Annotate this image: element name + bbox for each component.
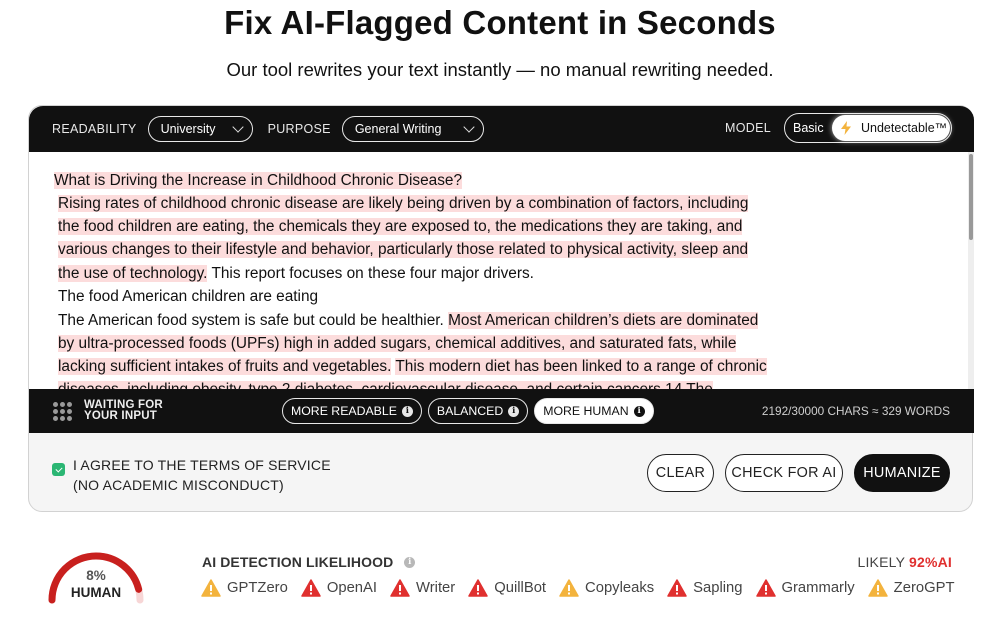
mode-selector — [282, 398, 660, 424]
model-option-undetectable[interactable] — [832, 115, 950, 141]
flagged-text: Rising rates of childhood chronic disease are likely being driven by a combination of factors, including — [58, 195, 749, 212]
detector-name: Copyleaks — [585, 580, 655, 596]
editor-line — [58, 335, 736, 353]
detector-gptzero — [201, 579, 288, 597]
model-selector — [725, 113, 952, 143]
char-counter: 2192/30000 CHARS ≈ 329 WORDS — [761, 404, 950, 418]
check-icon — [55, 465, 62, 472]
info-icon[interactable]: i — [508, 406, 519, 417]
flagged-text: This modern diet has been linked to a range of chronic — [395, 358, 767, 375]
model-label: MODEL — [725, 121, 771, 135]
check-for-ai-button[interactable]: CHECK FOR AI — [725, 454, 843, 492]
chevron-down-icon — [232, 121, 243, 132]
detector-openai — [301, 579, 377, 597]
editor-line — [58, 288, 318, 306]
status-bar — [29, 389, 974, 433]
detector-copyleaks — [559, 579, 654, 597]
flagged-text: Most American children’s diets are dominated — [448, 312, 759, 329]
waiting-text: WAITING FOR YOUR INPUT — [84, 399, 163, 422]
flagged-text: by ultra-processed foods (UPFs) high in added sugars, chemical additives, and saturated fats, while — [58, 335, 737, 352]
warning-icon — [301, 579, 321, 597]
humanize-button[interactable]: HUMANIZE — [854, 454, 950, 492]
flagged-text: the food children are eating, the chemicals they are exposed to, the medications they are taking, and — [58, 218, 743, 235]
readability-label: READABILITY — [52, 122, 137, 136]
mode-more-human[interactable] — [534, 398, 653, 424]
detector-name: Grammarly — [781, 580, 855, 596]
editor-line — [58, 312, 758, 330]
mode-more-readable[interactable] — [282, 398, 422, 424]
warning-icon — [201, 579, 221, 597]
detector-quillbot — [468, 579, 546, 597]
flagged-text: various changes to their lifestyle and behavior, particularly those related to physical activity, sleep and — [58, 241, 749, 258]
detector-sapling — [667, 579, 742, 597]
warning-icon — [468, 579, 488, 597]
plain-text: This report focuses on these four major drivers. — [207, 265, 534, 282]
detector-name: QuillBot — [494, 580, 547, 596]
warning-icon — [559, 579, 579, 597]
page-subtitle: Our tool rewrites your text instantly — no manual rewriting needed. — [226, 59, 774, 80]
mode-label: MORE READABLE — [291, 404, 397, 418]
plain-text: The food American children are eating — [58, 288, 319, 305]
readability-select[interactable] — [148, 116, 253, 142]
editor-line — [58, 241, 748, 259]
humanizer-card — [28, 105, 973, 512]
readability-value: University — [160, 122, 216, 136]
text-editor[interactable] — [29, 152, 974, 389]
terms-agreement[interactable] — [52, 456, 331, 495]
detection-title: AI DETECTION LIKELIHOOD i — [202, 554, 415, 570]
action-buttons — [636, 454, 950, 492]
model-option-basic[interactable]: Basic — [793, 121, 824, 135]
clear-button[interactable]: CLEAR — [647, 454, 714, 492]
chevron-down-icon — [463, 121, 474, 132]
flagged-text: lacking sufficient intakes of fruits and vegetables. — [58, 358, 392, 375]
info-icon[interactable]: i — [634, 406, 645, 417]
editor-line — [58, 195, 748, 213]
purpose-label: PURPOSE — [267, 122, 331, 136]
detector-list — [201, 579, 968, 597]
detector-name: ZeroGPT — [893, 580, 955, 596]
terms-checkbox[interactable] — [52, 463, 65, 476]
page-title: Fix AI-Flagged Content in Seconds — [224, 4, 776, 41]
detector-name: OpenAI — [326, 580, 378, 596]
detector-name: Writer — [416, 580, 456, 596]
purpose-select[interactable] — [342, 116, 484, 142]
info-icon[interactable]: i — [402, 406, 413, 417]
editor-line — [54, 172, 462, 190]
mode-balanced[interactable] — [428, 398, 528, 424]
human-score-value: 8% — [86, 568, 106, 583]
plain-text: The American food system is safe but could be healthier. — [58, 312, 449, 329]
warning-icon — [667, 579, 687, 597]
settings-bar — [29, 106, 974, 152]
editor-line — [58, 358, 767, 376]
warning-icon — [390, 579, 410, 597]
waiting-indicator — [53, 400, 163, 422]
human-score — [44, 567, 148, 601]
detector-name: Sapling — [693, 580, 743, 596]
scrollbar[interactable] — [968, 152, 974, 389]
scrollbar-thumb[interactable] — [969, 154, 973, 240]
model-toggle[interactable] — [784, 113, 952, 143]
warning-icon — [868, 579, 888, 597]
likely-score: LIKELY 92%AI — [857, 554, 952, 570]
mode-label: MORE HUMAN — [543, 404, 629, 418]
purpose-value: General Writing — [354, 122, 442, 136]
detector-grammarly — [756, 579, 855, 597]
model-undetectable-label: Undetectable™ — [861, 121, 948, 135]
editor-line — [58, 265, 534, 283]
info-icon[interactable]: i — [404, 557, 415, 568]
human-score-label: HUMAN — [70, 585, 122, 600]
grid-dots-icon — [53, 402, 72, 421]
warning-icon — [756, 579, 776, 597]
terms-text: I AGREE TO THE TERMS OF SERVICE (NO ACADEMIC MISCONDUCT) — [73, 457, 331, 493]
flagged-text: What is Driving the Increase in Childhood Chronic Disease? — [54, 172, 463, 189]
flagged-text: the use of technology. — [58, 265, 208, 282]
mode-label: BALANCED — [436, 404, 504, 418]
detector-zerogpt — [868, 579, 955, 597]
detector-writer — [390, 579, 455, 597]
likely-value: 92%AI — [908, 554, 952, 570]
action-row — [29, 433, 974, 513]
detector-name: GPTZero — [227, 580, 288, 596]
lightning-icon — [840, 121, 852, 135]
editor-line — [58, 218, 742, 236]
